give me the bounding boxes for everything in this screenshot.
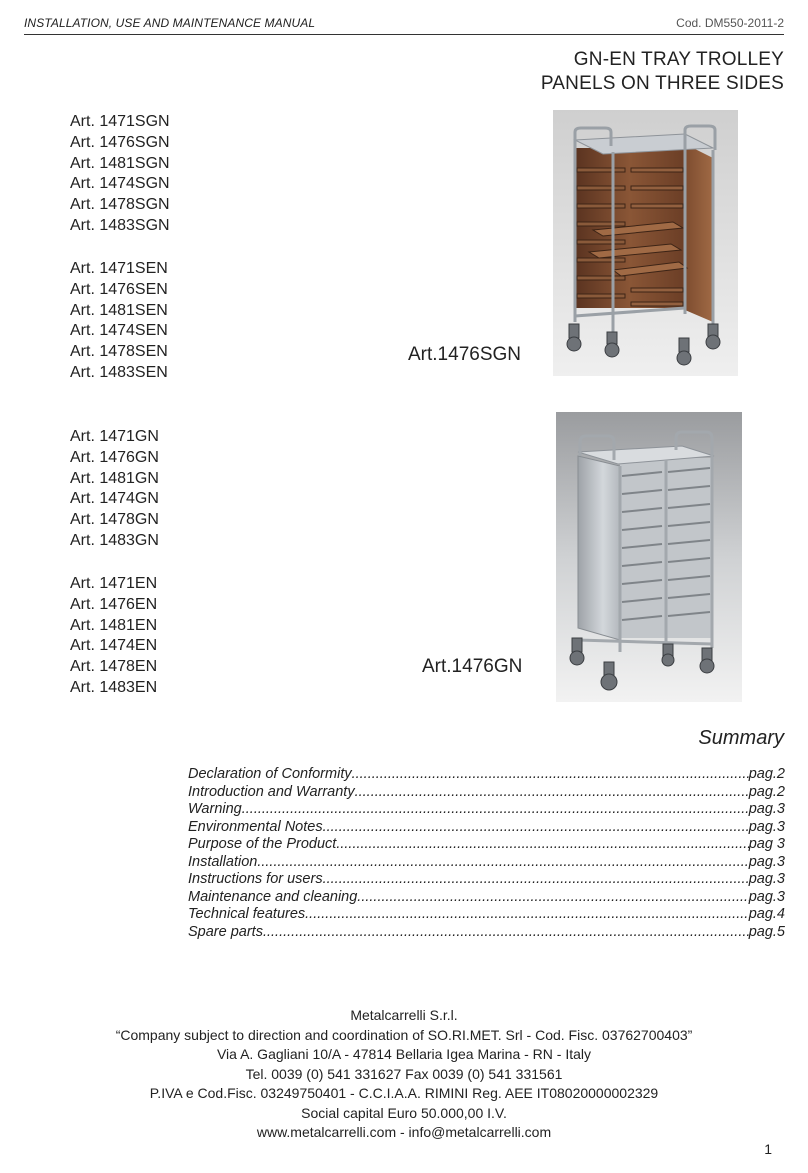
article-item: Art. 1481GN xyxy=(70,469,159,487)
toc-item-maintenance[interactable] xyxy=(188,889,785,907)
toc-leader xyxy=(323,819,749,837)
toc-label: Technical features xyxy=(188,906,306,922)
article-item: Art. 1478EN xyxy=(70,658,158,676)
toc-label: Maintenance and cleaning xyxy=(188,888,358,905)
article-item: Art. 1476SGN xyxy=(70,133,170,151)
product-title xyxy=(541,48,784,96)
toc-item-declaration[interactable] xyxy=(188,766,785,784)
document-code: Cod. DM550-2011-2 xyxy=(676,16,784,30)
toc-item-spare-parts[interactable] xyxy=(188,924,785,942)
article-item: Art. 1478SGN xyxy=(70,196,170,214)
toc-page: pag.3 xyxy=(748,888,785,905)
toc-item-warning[interactable] xyxy=(188,801,785,819)
article-item: Art. 1476GN xyxy=(70,448,159,466)
article-item: Art. 1471SGN xyxy=(70,113,170,130)
product-title-line-1: GN-EN TRAY TROLLEY xyxy=(573,49,784,70)
toc-leader xyxy=(352,766,749,784)
toc-item-installation[interactable] xyxy=(188,854,785,872)
toc-label: Declaration of Conformity xyxy=(188,766,352,782)
article-list-gn xyxy=(70,427,159,552)
article-list-sen xyxy=(70,259,168,384)
article-list-en xyxy=(70,574,157,699)
company-name: Metalcarrelli S.r.l. xyxy=(350,1007,458,1023)
photo-caption-gn: Art.1476GN xyxy=(422,656,523,677)
trolley-photo-wood-panels xyxy=(553,110,738,376)
toc-leader xyxy=(257,854,748,872)
article-item: Art. 1474GN xyxy=(70,490,159,508)
company-address: Via A. Gagliani 10/A - 47814 Bellaria Igea Marina - RN - Italy xyxy=(216,1046,592,1062)
article-item: Art. 1474SGN xyxy=(70,175,170,193)
toc-page: pag.3 xyxy=(748,818,785,835)
toc-label: Introduction and Warranty xyxy=(188,783,355,800)
toc-label: Instructions for users xyxy=(188,871,323,887)
company-phone: Tel. 0039 (0) 541 331627 Fax 0039 (0) 541 331561 xyxy=(245,1065,563,1082)
company-web[interactable]: www.metalcarrelli.com - info@metalcarrelli.com xyxy=(256,1124,552,1140)
toc-page: pag 3 xyxy=(748,836,785,852)
toc-leader xyxy=(323,871,749,889)
toc-leader xyxy=(263,924,749,942)
toc-leader xyxy=(355,784,749,802)
manual-title: INSTALLATION, USE AND MAINTENANCE MANUAL xyxy=(24,16,316,30)
article-item: Art. 1471EN xyxy=(70,575,158,592)
toc-page: pag.3 xyxy=(748,801,785,817)
photo-caption-sgn: Art.1476SGN xyxy=(408,344,521,365)
toc-item-environmental[interactable] xyxy=(188,819,785,837)
summary-heading: Summary xyxy=(698,727,784,749)
toc-leader xyxy=(242,801,749,819)
company-footer xyxy=(24,1006,784,1143)
toc-item-purpose[interactable] xyxy=(188,836,785,854)
toc-leader xyxy=(357,889,748,907)
toc-label: Spare parts xyxy=(188,923,263,940)
article-item: Art. 1483GN xyxy=(70,531,159,549)
toc-item-introduction[interactable] xyxy=(188,784,785,802)
article-item: Art. 1474EN xyxy=(70,637,158,655)
toc-page: pag.3 xyxy=(748,853,785,870)
article-list-sgn xyxy=(70,112,170,237)
trolley-photo-steel-panels xyxy=(556,412,742,702)
article-item: Art. 1481SEN xyxy=(70,301,168,319)
article-item: Art. 1471GN xyxy=(70,428,159,445)
article-item: Art. 1483EN xyxy=(70,678,158,696)
page-number: 1 xyxy=(764,1141,772,1157)
article-item: Art. 1471SEN xyxy=(70,260,168,277)
article-item: Art. 1483SGN xyxy=(70,216,170,234)
toc-leader xyxy=(305,906,749,924)
toc-page: pag.2 xyxy=(748,783,785,800)
article-item: Art. 1478GN xyxy=(70,511,159,529)
toc-item-technical[interactable] xyxy=(188,906,785,924)
toc-label: Installation xyxy=(188,853,258,870)
table-of-contents xyxy=(188,766,785,941)
article-item: Art. 1476SEN xyxy=(70,280,168,298)
toc-item-instructions[interactable] xyxy=(188,871,785,889)
toc-label: Environmental Notes xyxy=(188,818,323,835)
product-title-line-2: PANELS ON THREE SIDES xyxy=(540,73,784,94)
article-item: Art. 1478SEN xyxy=(70,343,168,361)
toc-page: pag.2 xyxy=(748,766,785,782)
article-item: Art. 1481EN xyxy=(70,616,158,634)
article-item: Art. 1474SEN xyxy=(70,322,168,340)
article-item: Art. 1481SGN xyxy=(70,154,170,172)
toc-label: Warning xyxy=(188,801,242,817)
toc-label: Purpose of the Product xyxy=(188,836,337,852)
toc-page: pag.3 xyxy=(748,871,785,887)
article-item: Art. 1476EN xyxy=(70,595,158,613)
article-item: Art. 1483SEN xyxy=(70,363,168,381)
toc-leader xyxy=(336,836,748,854)
company-vat: P.IVA e Cod.Fisc. 03249750401 - C.C.I.A.A. RIMINI Reg. AEE IT08020000002329 xyxy=(149,1085,659,1101)
company-capital: Social capital Euro 50.000,00 I.V. xyxy=(301,1104,507,1121)
running-header xyxy=(24,12,784,35)
toc-page: pag.4 xyxy=(748,906,785,922)
toc-page: pag.5 xyxy=(748,923,785,940)
company-direction: “Company subject to direction and coordination of SO.RI.MET. Srl - Cod. Fisc. 03762700403” xyxy=(115,1026,693,1043)
